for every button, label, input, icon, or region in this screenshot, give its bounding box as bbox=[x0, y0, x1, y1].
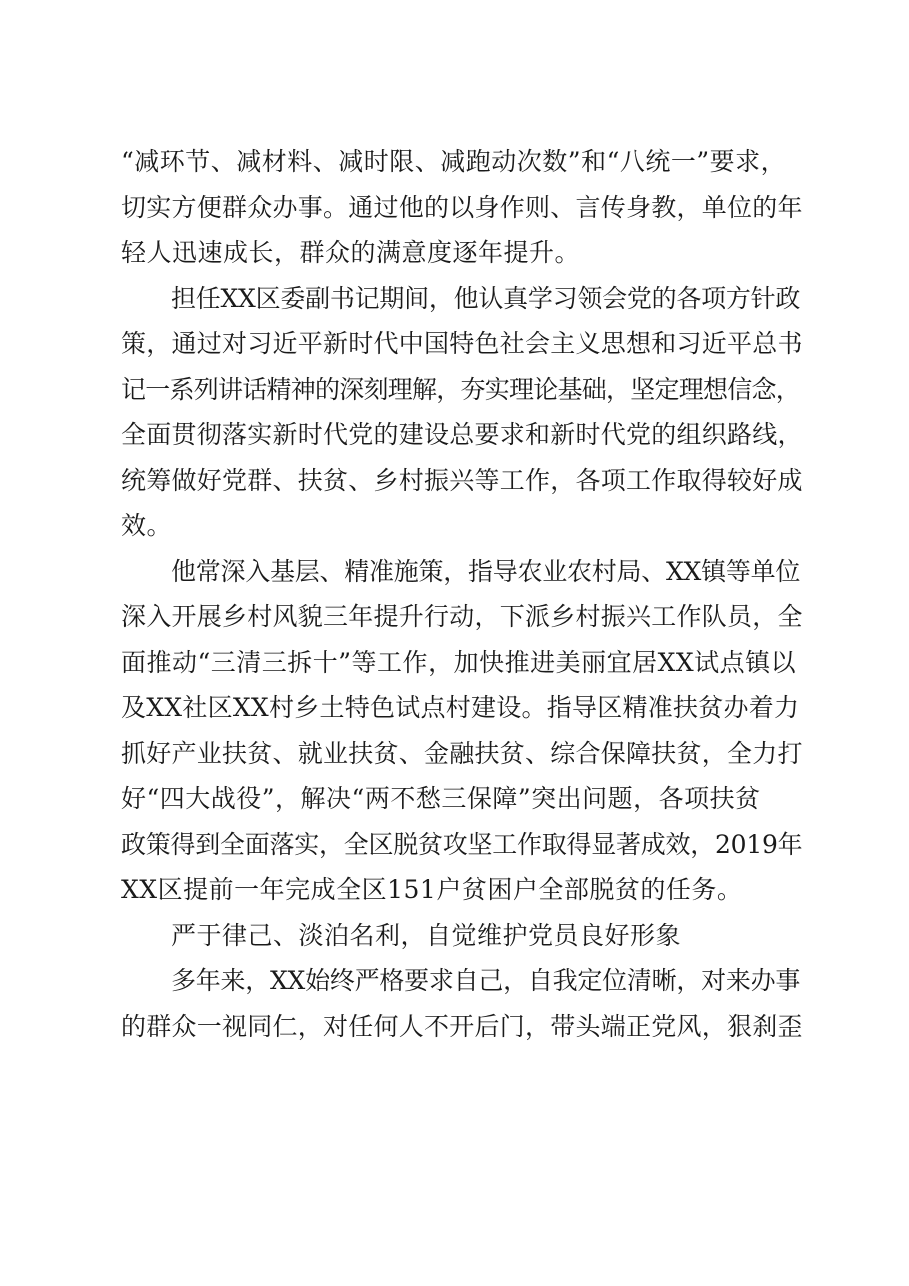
text-line: “减环节、减材料、减时限、减跑动次数”和“八统一”要求， bbox=[121, 147, 787, 176]
text-line: 效。 bbox=[121, 511, 173, 540]
text-line: 轻人迅速成长，群众的满意度逐年提升。 bbox=[121, 238, 581, 267]
text-line: 多年来，XX始终严格要求自己，自我定位清晰，对来办事 bbox=[171, 966, 801, 995]
text-line: 统筹做好党群、扶贫、乡村振兴等工作，各项工作取得较好成 bbox=[121, 465, 803, 495]
text-line: 的群众一视同仁，对任何人不开后门，带头端正党风，狠刹歪 bbox=[121, 1011, 803, 1041]
text-line: 全面贯彻落实新时代党的建设总要求和新时代党的组织路线， bbox=[121, 420, 803, 449]
text-line: 策，通过对习近平新时代中国特色社会主义思想和习近平总书 bbox=[121, 329, 803, 358]
text-line: 他常深入基层、精准施策，指导农业农村局、XX镇等单位 bbox=[171, 556, 801, 586]
text-line: 面推动“三清三拆十”等工作，加快推进美丽宜居XX试点镇以 bbox=[121, 647, 797, 677]
text-line: 政策得到全面落实，全区脱贫攻坚工作取得显著成效，2019年 bbox=[121, 829, 803, 859]
text-line: 及XX社区XX村乡土特色试点村建设。指导区精准扶贫办着力 bbox=[121, 693, 800, 722]
document-body bbox=[121, 139, 804, 1049]
text-line: 担任XX区委副书记期间，他认真学习领会党的各项方针政 bbox=[171, 283, 801, 313]
text-line: 抓好产业扶贫、就业扶贫、金融扶贫、综合保障扶贫，全力打 bbox=[121, 738, 803, 768]
text-line: 记一系列讲话精神的深刻理解，夯实理论基础，坚定理想信念， bbox=[121, 374, 801, 404]
text-line: 好“四大战役”，解决“两不愁三保障”突出问题，各项扶贫 bbox=[121, 784, 761, 813]
text-line: 切实方便群众办事。通过他的以身作则、言传身教，单位的年 bbox=[121, 192, 803, 222]
text-line: 深入开展乡村风貌三年提升行动，下派乡村振兴工作队员，全 bbox=[121, 602, 803, 631]
text-line: XX区提前一年完成全区151户贫困户全部脱贫的任务。 bbox=[121, 875, 743, 904]
section-heading: 严于律己、淡泊名利，自觉维护党员良好形象 bbox=[171, 920, 682, 950]
